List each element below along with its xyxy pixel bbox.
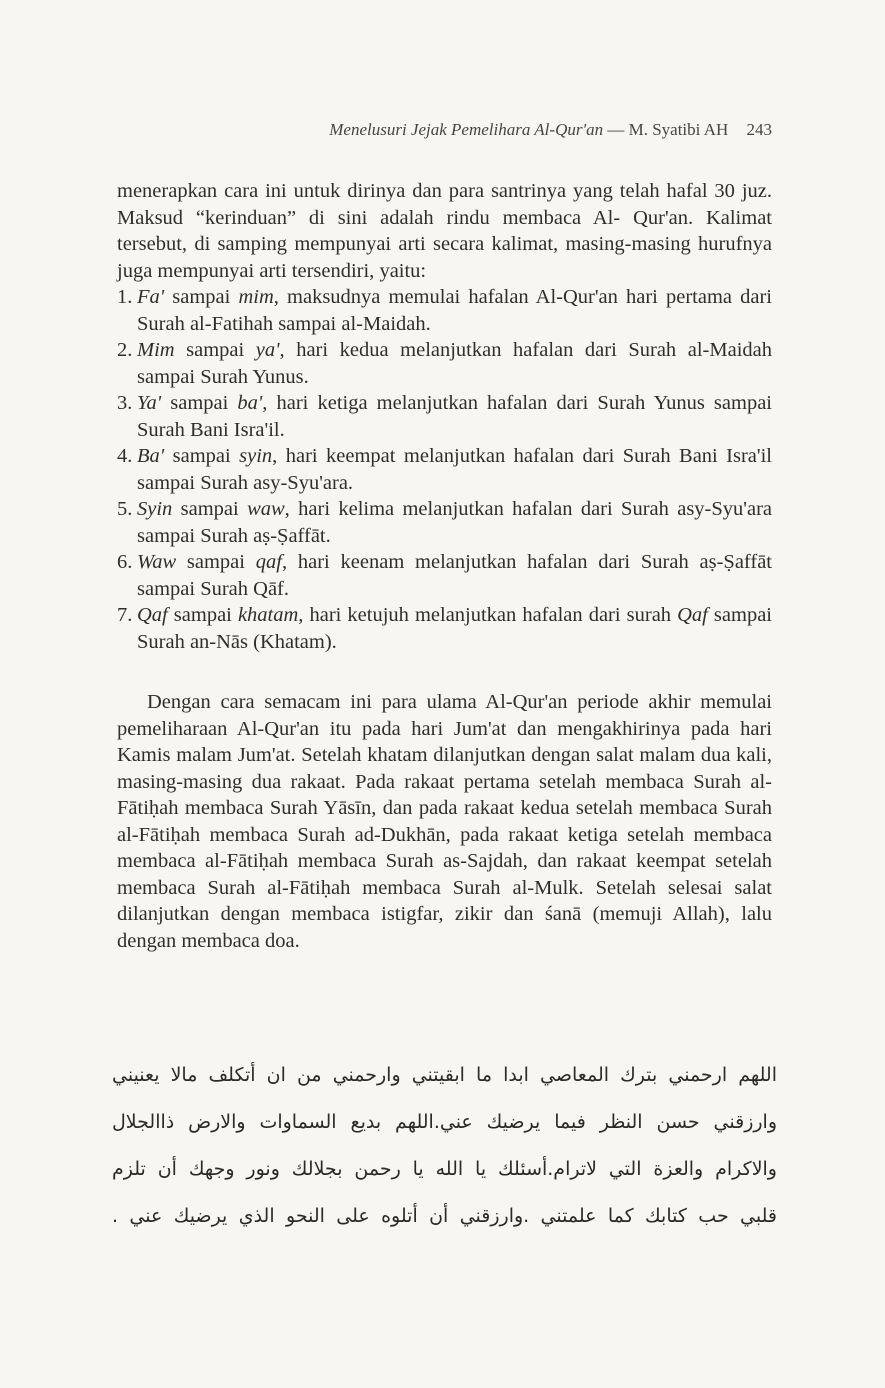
list-connector: sampai: [172, 498, 248, 520]
list-text: sampai Surah an-Nās (Khatam).: [137, 604, 772, 653]
arabic-line: وارزقني حسن النظر فيما يرضيك عني.اللهم بديع السماوات والارض ذاالجلال: [112, 1111, 777, 1133]
list-connector: sampai: [161, 392, 238, 414]
list-item: [117, 602, 772, 655]
letter-end: waw: [247, 498, 285, 520]
list-number: 3.: [117, 392, 133, 414]
letter-start: Qaf: [137, 604, 168, 626]
list-connector: sampai: [167, 604, 238, 626]
text-line: Qur'an. Kalimat tersebut, di samping mempunyai arti secara: [117, 206, 772, 255]
list-text: , hari kelima melanjutkan hafalan dari Surah asy-Syu'ara sampai Surah aṣ-Ṣaffāt.: [137, 498, 772, 547]
list-connector: sampai: [164, 286, 239, 308]
intro-paragraph: [117, 178, 772, 284]
letter-start: Mim: [137, 339, 175, 361]
arabic-line: والاكرام والعزة التي لاترام.أسئلك يا الله يا رحمن بجلالك ونور وجهك أن تلزم: [112, 1158, 777, 1180]
list-item: [117, 390, 772, 443]
list-text: , hari ketiga melanjutkan hafalan dari Surah Yunus sampai Surah Bani Isra'il.: [137, 392, 772, 441]
letter-end: khatam: [237, 604, 299, 626]
text-line: yaitu:: [379, 259, 427, 282]
list-connector: sampai: [174, 339, 256, 361]
list-item: [117, 443, 772, 496]
text-line: menerapkan cara ini untuk dirinya dan para santrinya yang telah: [117, 180, 660, 202]
letter-start: Ya': [137, 392, 162, 414]
body-text: [117, 178, 772, 954]
list-number: 1.: [117, 286, 133, 308]
letter-start: Syin: [137, 498, 173, 520]
list-text: , hari ketujuh melanjutkan hafalan dari surah: [298, 604, 678, 626]
list-connector: sampai: [176, 551, 256, 573]
page-number: 243: [746, 120, 772, 139]
main-paragraph: Dengan cara semacam ini para ulama Al-Qur'an periode akhir memulai pemeliharaan Al-Qur'an itu pada hari Jum'at dan mengakhirinya pada hari Kamis malam Jum'at. Setelah khatam dilanjutkan dengan salat malam dua kali, masing-masing dua rakaat. Pada rakaat pertama setelah membaca Surah al-Fātiḥah membaca Surah Yāsīn, dan pada rakaat kedua setelah membaca Surah al-Fātiḥah membaca Surah ad-Dukhān, pada rakaat ketiga setelah membaca membaca al-Fātiḥah membaca Surah as-Sajdah, dan rakaat keempat setelah membaca Surah al-Fātiḥah membaca Surah al-Mulk. Setelah selesai salat dilanjutkan dengan membaca istigfar, zikir dan śanā (memuji Allah), lalu dengan membaca doa.: [117, 691, 772, 952]
list-connector: sampai: [164, 445, 240, 467]
letter-end: ba': [237, 392, 263, 414]
letter-start: Fa': [137, 286, 165, 308]
numbered-list: [117, 284, 772, 655]
list-text: , hari keempat melanjutkan hafalan dari Surah Bani Isra'il sampai Surah asy-Syu'ara.: [137, 445, 772, 494]
list-number: 2.: [117, 339, 133, 361]
letter-start: Ba': [137, 445, 165, 467]
list-number: 6.: [117, 551, 133, 573]
surah-name: Qaf: [677, 604, 708, 626]
letter-end: syin: [239, 445, 273, 467]
list-item: [117, 496, 772, 549]
list-text: , hari kedua melanjutkan hafalan dari Surah al-Maidah sampai Surah Yunus.: [137, 339, 772, 388]
text-line: hafal 30 juz. Maksud “kerinduan” di sini adalah rindu membaca Al-: [117, 180, 773, 229]
letter-end: mim: [238, 286, 274, 308]
list-item: [117, 284, 772, 337]
author-name: — M. Syatibi AH: [607, 120, 729, 139]
list-number: 4.: [117, 445, 133, 467]
arabic-prayer: [112, 1052, 777, 1240]
letter-end: ya': [255, 339, 280, 361]
arabic-line: قلبي حب كتابك كما علمتني .وارزقني أن أتلوه على النحو الذي يرضيك عني .: [112, 1205, 777, 1227]
arabic-line: اللهم ارحمني بترك المعاصي ابدا ما ابقيتني وارحمني من ان أتكلف مالا يعنيني: [112, 1064, 777, 1086]
book-title: Menelusuri Jejak Pemelihara Al-Qur'an: [329, 120, 604, 139]
text-line: kalimat, masing-masing hurufnya juga mempunyai arti tersendiri,: [117, 233, 773, 282]
running-header: [329, 120, 772, 140]
list-number: 7.: [117, 604, 133, 626]
list-item: [117, 549, 772, 602]
list-number: 5.: [117, 498, 133, 520]
list-text: , hari keenam melanjutkan hafalan dari Surah aṣ-Ṣaffāt sampai Surah Qāf.: [137, 551, 772, 600]
list-text: , maksudnya memulai hafalan Al-Qur'an hari pertama dari Surah al-Fatihah sampai al-Maidah.: [137, 286, 772, 335]
letter-start: Waw: [137, 551, 177, 573]
list-item: [117, 337, 772, 390]
letter-end: qaf: [255, 551, 282, 573]
